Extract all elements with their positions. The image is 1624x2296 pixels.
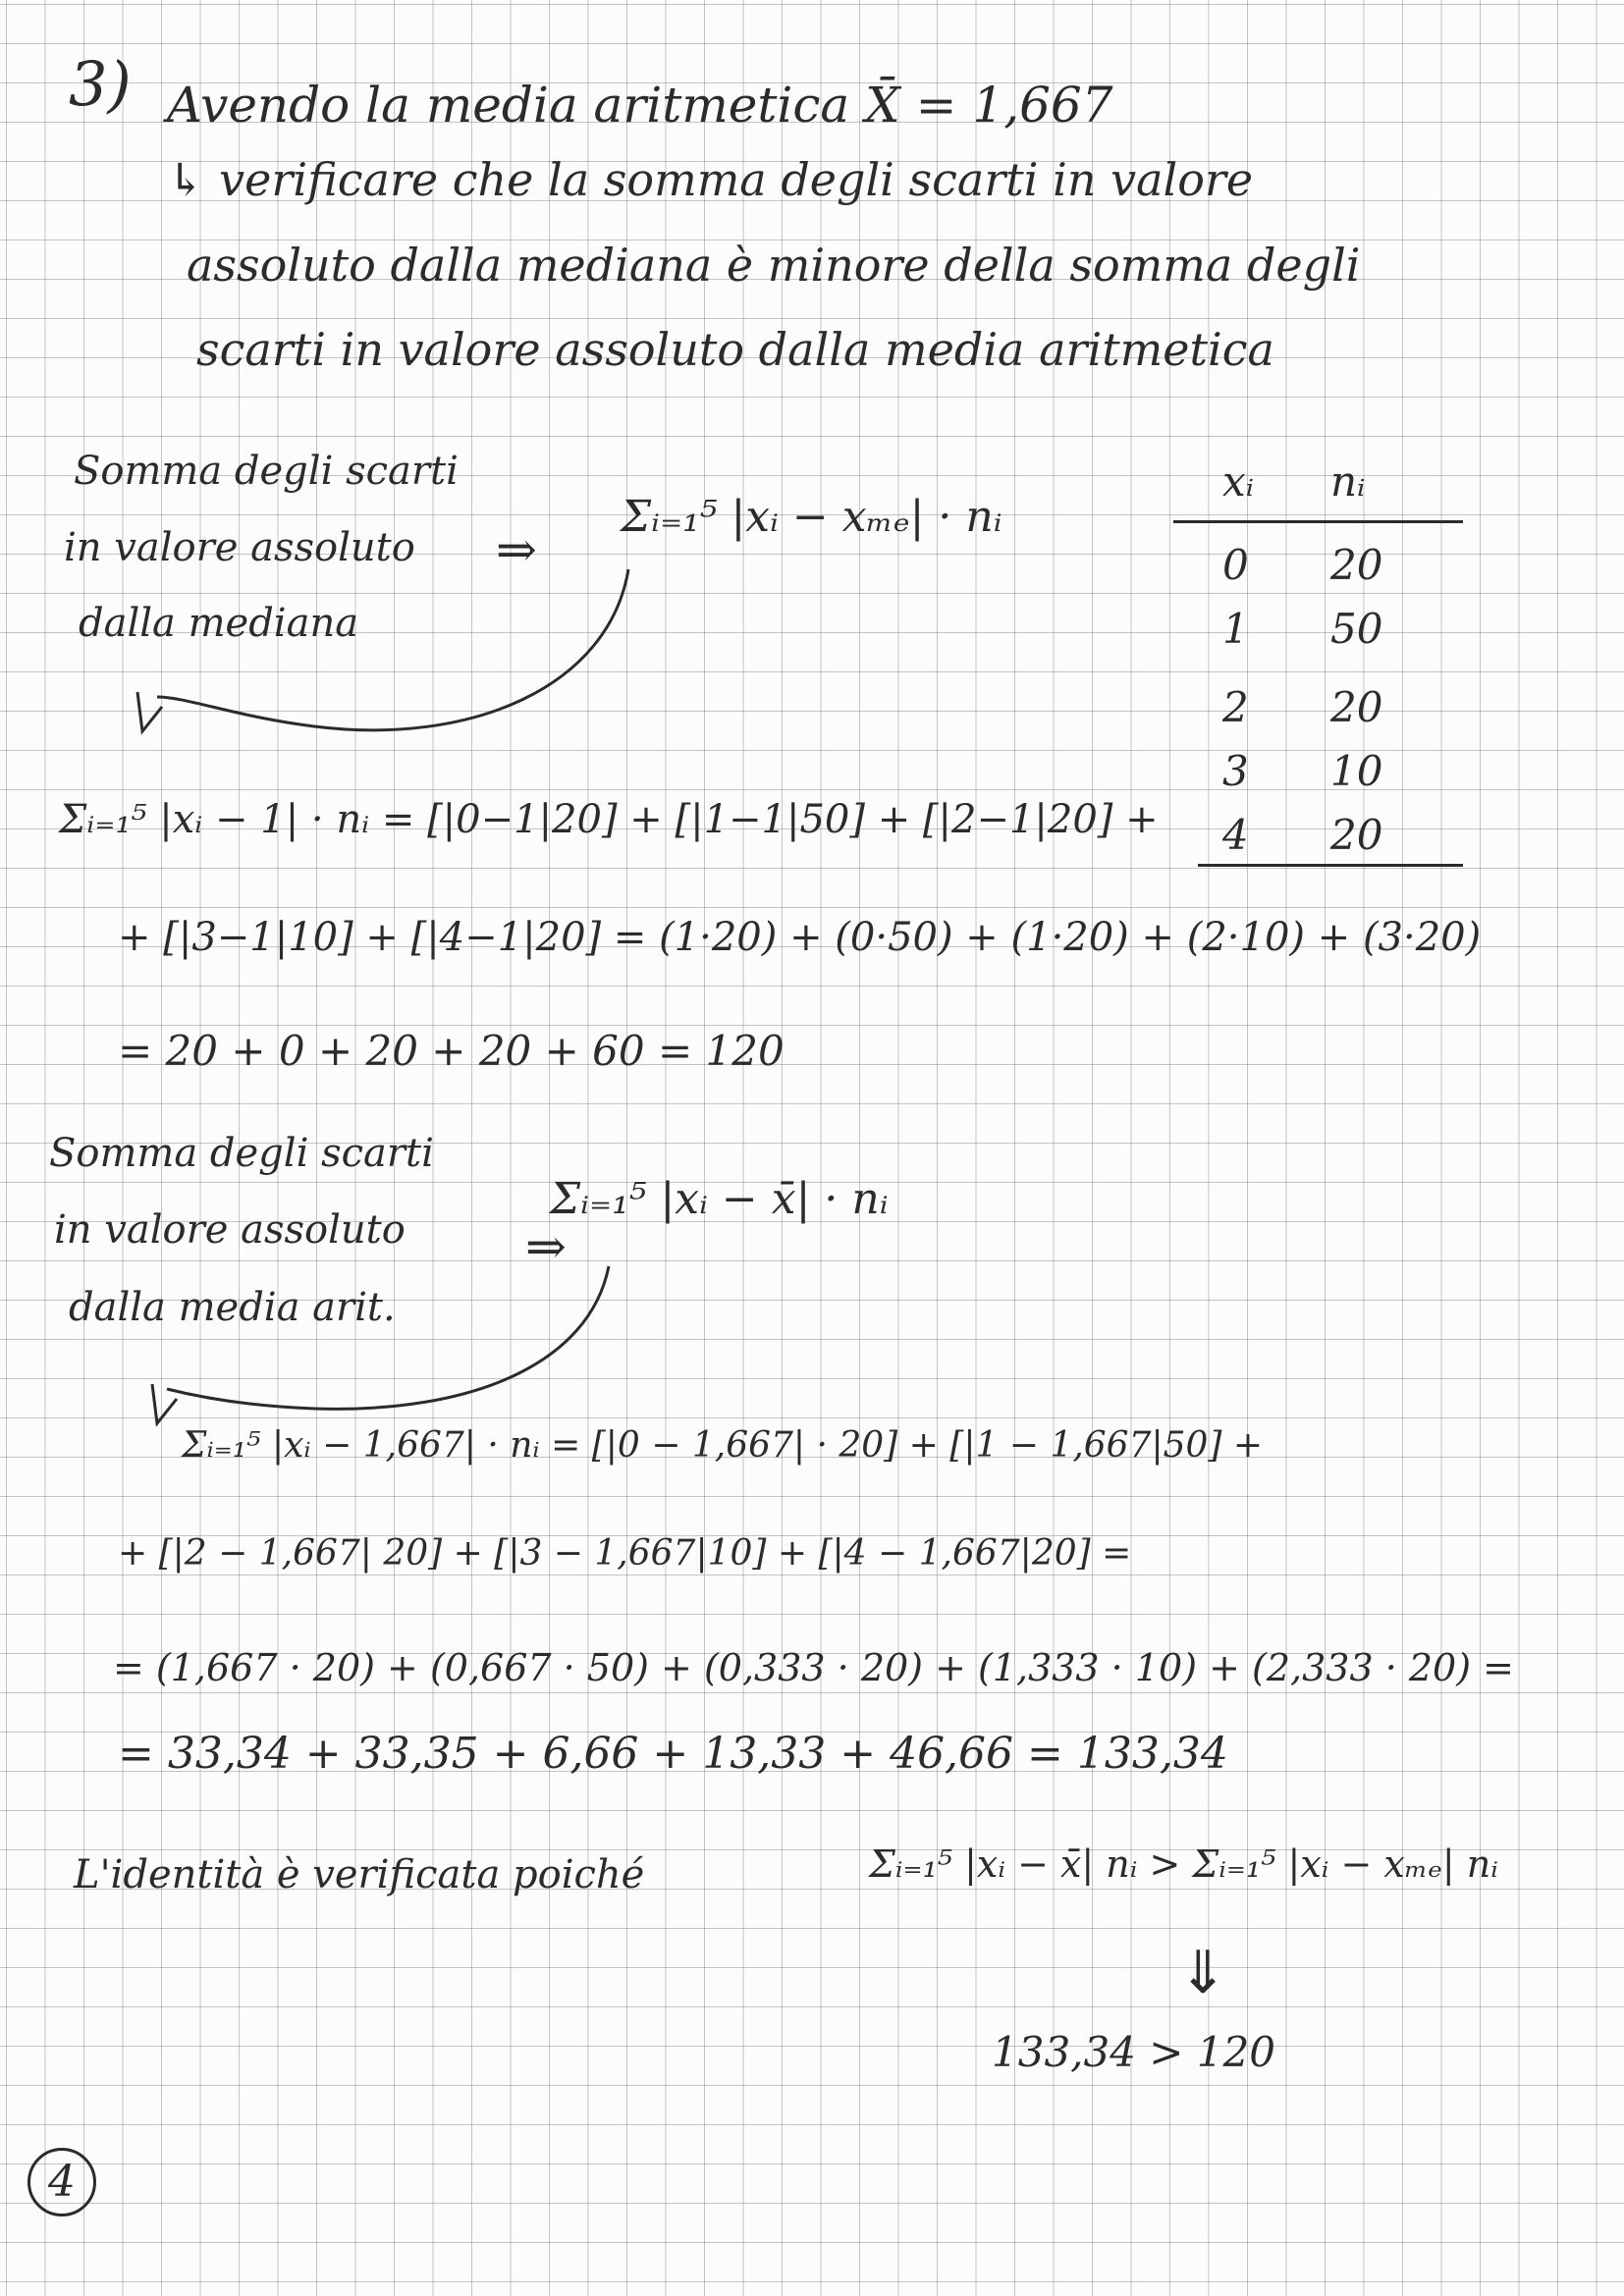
median-calc-line-2: + [|3−1|10] + [|4−1|20] = (1·20) + (0·50) + (1·20) + (2·10) + (3·20) <box>118 915 1482 960</box>
mean-calc-line-1: Σᵢ₌₁⁵ |xᵢ − 1,667| · nᵢ = [|0 − 1,667| · 20] + [|1 − 1,667|50] + <box>182 1425 1264 1466</box>
table-row-0-x: 0 <box>1222 541 1249 589</box>
mean-arrow: ⇒ <box>525 1218 567 1275</box>
median-label-line-2: in valore assoluto <box>64 525 415 570</box>
table-row-2-x: 2 <box>1222 683 1249 731</box>
table-row-4-x: 4 <box>1222 811 1249 859</box>
table-row-0-n: 20 <box>1330 541 1383 589</box>
table-header-x: xᵢ <box>1222 457 1255 506</box>
table-row-4-n: 20 <box>1330 811 1383 859</box>
table-row-2-n: 20 <box>1330 683 1383 731</box>
table-row-1-x: 1 <box>1222 605 1249 653</box>
conclusion-statement: L'identità è verificata poiché <box>74 1852 645 1897</box>
table-header-n: nᵢ <box>1330 457 1366 506</box>
median-label-line-3: dalla mediana <box>79 601 359 646</box>
median-formula: Σᵢ₌₁⁵ |xᵢ − xₘₑ| · nᵢ <box>621 492 1002 542</box>
table-footer-divider <box>1198 864 1463 867</box>
mean-label-line-3: dalla media arit. <box>69 1285 396 1330</box>
table-row-3-n: 10 <box>1330 747 1383 795</box>
mean-calc-line-3: = (1,667 · 20) + (0,667 · 50) + (0,333 · 20) + (1,333 · 10) + (2,333 · 20) = <box>113 1646 1514 1689</box>
table-header-divider <box>1173 520 1463 523</box>
intro-line-2: ↳ verificare che la somma degli scarti in valore <box>167 153 1254 206</box>
conclusion-inequality: Σᵢ₌₁⁵ |xᵢ − x̄| nᵢ > Σᵢ₌₁⁵ |xᵢ − xₘₑ| nᵢ <box>869 1842 1498 1886</box>
mean-curved-arrow <box>118 1247 727 1541</box>
median-calc-line-3: = 20 + 0 + 20 + 20 + 60 = 120 <box>118 1027 785 1075</box>
median-label-line-1: Somma degli scarti <box>74 449 459 494</box>
intro-line-3: assoluto dalla mediana è minore della somma degli <box>187 239 1361 292</box>
mean-formula: Σᵢ₌₁⁵ |xᵢ − x̄| · nᵢ <box>550 1174 889 1224</box>
median-curved-arrow <box>98 550 707 923</box>
mean-label-line-2: in valore assoluto <box>54 1207 406 1253</box>
median-arrow: ⇒ <box>496 521 537 578</box>
conclusion-result: 133,34 > 120 <box>992 2028 1276 2076</box>
mean-calc-line-2: + [|2 − 1,667| 20] + [|3 − 1,667|10] + [|4 − 1,667|20] = <box>118 1533 1132 1574</box>
table-row-3-x: 3 <box>1222 747 1249 795</box>
section-number: 3) <box>69 48 132 120</box>
mean-label-line-1: Somma degli scarti <box>49 1131 434 1176</box>
intro-line-1: Avendo la media aritmetica X̄ = 1,667 <box>167 77 1113 133</box>
median-calc-line-1: Σᵢ₌₁⁵ |xᵢ − 1| · nᵢ = [|0−1|20] + [|1−1|50] + [|2−1|20] + <box>59 797 1159 842</box>
table-row-1-n: 50 <box>1330 605 1383 653</box>
check-arrow-icon: ⇓ <box>1178 1939 1228 2007</box>
intro-line-4: scarti in valore assoluto dalla media aritmetica <box>196 323 1274 376</box>
page-number: 4 <box>27 2148 96 2216</box>
mean-calc-line-4: = 33,34 + 33,35 + 6,66 + 13,33 + 46,66 = 133,34 <box>118 1729 1228 1779</box>
